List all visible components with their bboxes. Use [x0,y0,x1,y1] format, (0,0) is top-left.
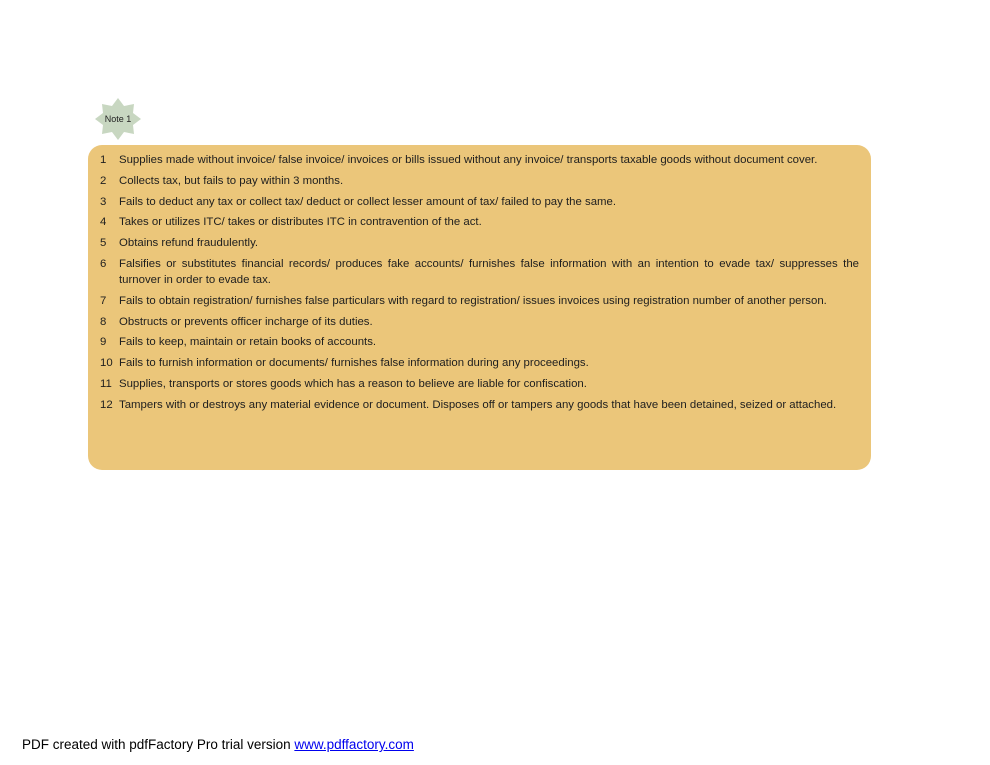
item-number: 9 [100,336,107,349]
list-item [100,194,859,210]
item-text: Takes or utilizes ITC/ takes or distributes ITC in contravention of the act. [119,216,482,229]
list-item [100,214,859,230]
list-item [100,235,859,251]
item-number: 6 [100,257,107,270]
item-number: 3 [100,195,107,208]
list-item [100,397,859,413]
item-text: Supplies made without invoice/ false invoice/ invoices or bills issued without any invoice/ transports taxable goods without document cover. [119,154,818,166]
item-number: 11 [100,377,112,390]
list-item [100,256,859,288]
pdffactory-link[interactable]: www.pdffactory.com [294,737,414,752]
item-text: Tampers with or destroys any material evidence or document. Disposes off or tampers any goods that have been detained, seized or attached. [119,398,837,411]
list-item [100,314,859,330]
list-item [100,152,859,168]
footer-text: PDF created with pdfFactory Pro trial version [22,737,295,752]
item-text: Collects tax, but fails to pay within 3 months. [119,174,344,187]
item-number: 5 [100,237,107,250]
item-text: Falsifies or substitutes financial records/ produces fake accounts/ furnishes false information with an intention to evade tax/ suppresses the turnover in order to evade tax. [119,257,859,286]
note-badge [95,98,141,140]
offences-panel [88,145,871,470]
item-text: Obtains refund fraudulently. [119,237,259,250]
offences-list [100,152,859,413]
list-item [100,355,859,371]
list-item [100,334,859,350]
item-number: 2 [100,174,107,187]
item-text: Fails to deduct any tax or collect tax/ deduct or collect lesser amount of tax/ failed to pay the same. [119,195,617,208]
pdf-footer [22,737,414,752]
note-label: Note 1 [104,114,132,124]
item-text: Fails to furnish information or documents/ furnishes false information during any proceedings. [119,357,589,370]
item-number: 8 [100,315,107,328]
list-item [100,173,859,189]
item-number: 10 [100,357,113,370]
list-item [100,293,859,309]
item-text: Fails to obtain registration/ furnishes false particulars with regard to registration/ issues invoices using registration number of another person. [119,294,827,307]
list-item [100,376,859,392]
item-text: Fails to keep, maintain or retain books of accounts. [119,336,377,349]
item-number: 7 [100,294,107,307]
item-text: Supplies, transports or stores goods which has a reason to believe are liable for confiscation. [119,377,587,390]
item-text: Obstructs or prevents officer incharge of its duties. [119,315,373,328]
item-number: 1 [100,154,107,166]
item-number: 4 [100,216,107,229]
item-number: 12 [100,398,113,411]
